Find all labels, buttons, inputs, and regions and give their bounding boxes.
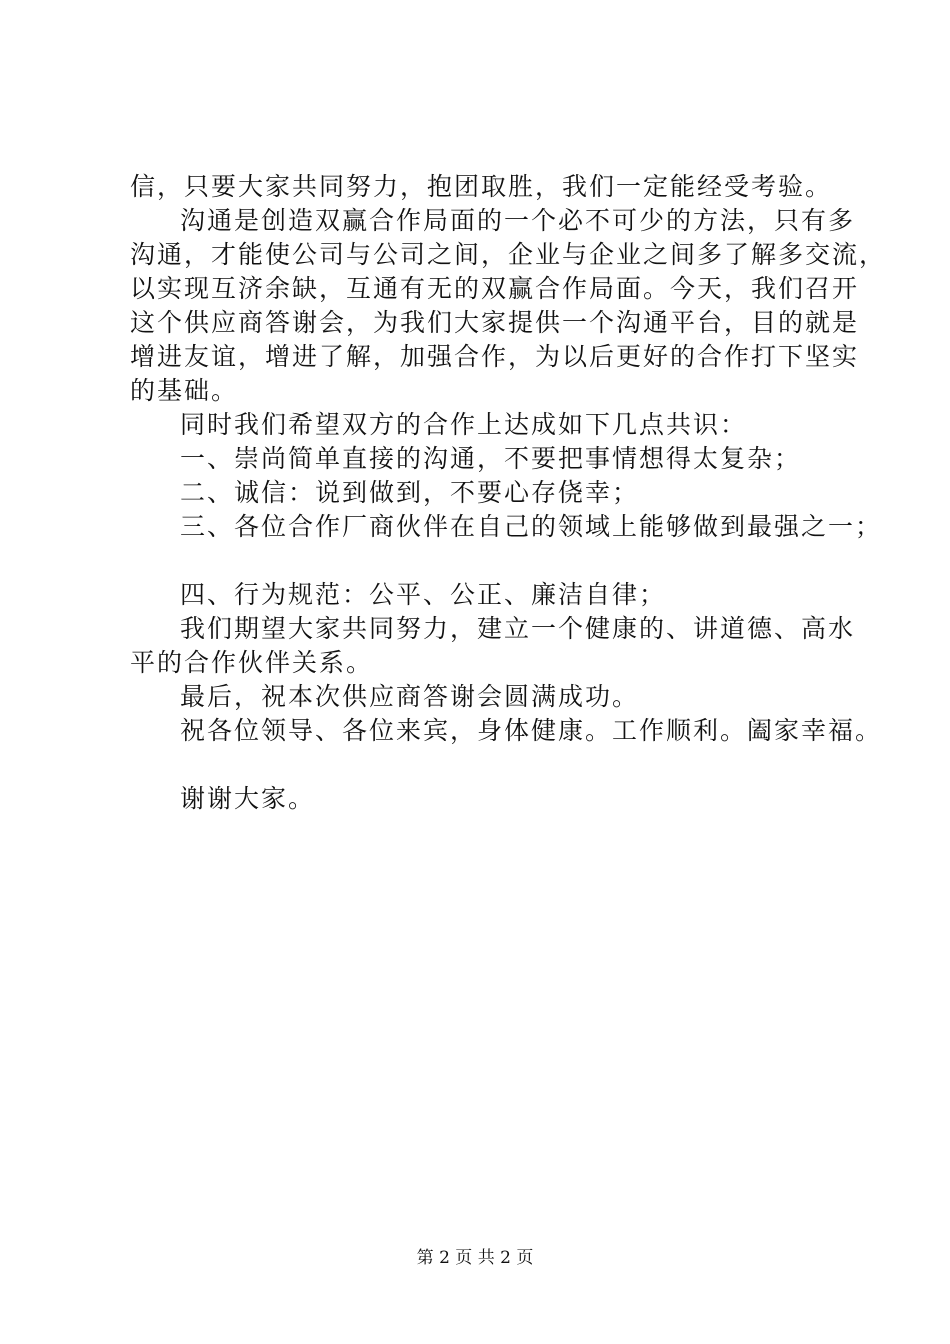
- text-line: 一、崇尚简单直接的沟通，不要把事情想得太复杂；: [180, 444, 802, 473]
- text-line: 以实现互济余缺，互通有无的双赢合作局面。今天，我们召开: [130, 274, 860, 303]
- text-line: 四、行为规范：公平、公正、廉洁自律；: [180, 580, 667, 609]
- text-line: 沟通，才能使公司与公司之间，企业与企业之间多了解多交流，: [130, 240, 887, 269]
- document-body: [130, 170, 887, 816]
- text-line: 增进友谊，增进了解，加强合作，为以后更好的合作打下坚实: [130, 342, 860, 371]
- text-line: 同时我们希望双方的合作上达成如下几点共识：: [180, 410, 748, 439]
- text-line: 信，只要大家共同努力，抱团取胜，我们一定能经受考验。: [130, 172, 833, 201]
- page-footer: 第 2 页 共 2 页: [416, 1248, 534, 1268]
- blank-line: [130, 748, 850, 782]
- blank-line: [130, 544, 850, 578]
- text-line: 这个供应商答谢会，为我们大家提供一个沟通平台，目的就是: [130, 308, 860, 337]
- text-line: 我们期望大家共同努力，建立一个健康的、讲道德、高水: [180, 614, 856, 643]
- text-line: 祝各位领导、各位来宾，身体健康。工作顺利。阖家幸福。: [180, 716, 883, 745]
- text-line: 的基础。: [130, 376, 239, 405]
- text-line: 平的合作伙伴关系。: [130, 648, 374, 677]
- text-line: 二、诚信：说到做到，不要心存侥幸；: [180, 478, 640, 507]
- text-line: 三、各位合作厂商伙伴在自己的领域上能够做到最强之一；: [180, 512, 883, 541]
- text-line: 最后，祝本次供应商答谢会圆满成功。: [180, 682, 640, 711]
- text-line: 沟通是创造双赢合作局面的一个必不可少的方法，只有多: [180, 206, 856, 235]
- text-line: 谢谢大家。: [180, 784, 316, 813]
